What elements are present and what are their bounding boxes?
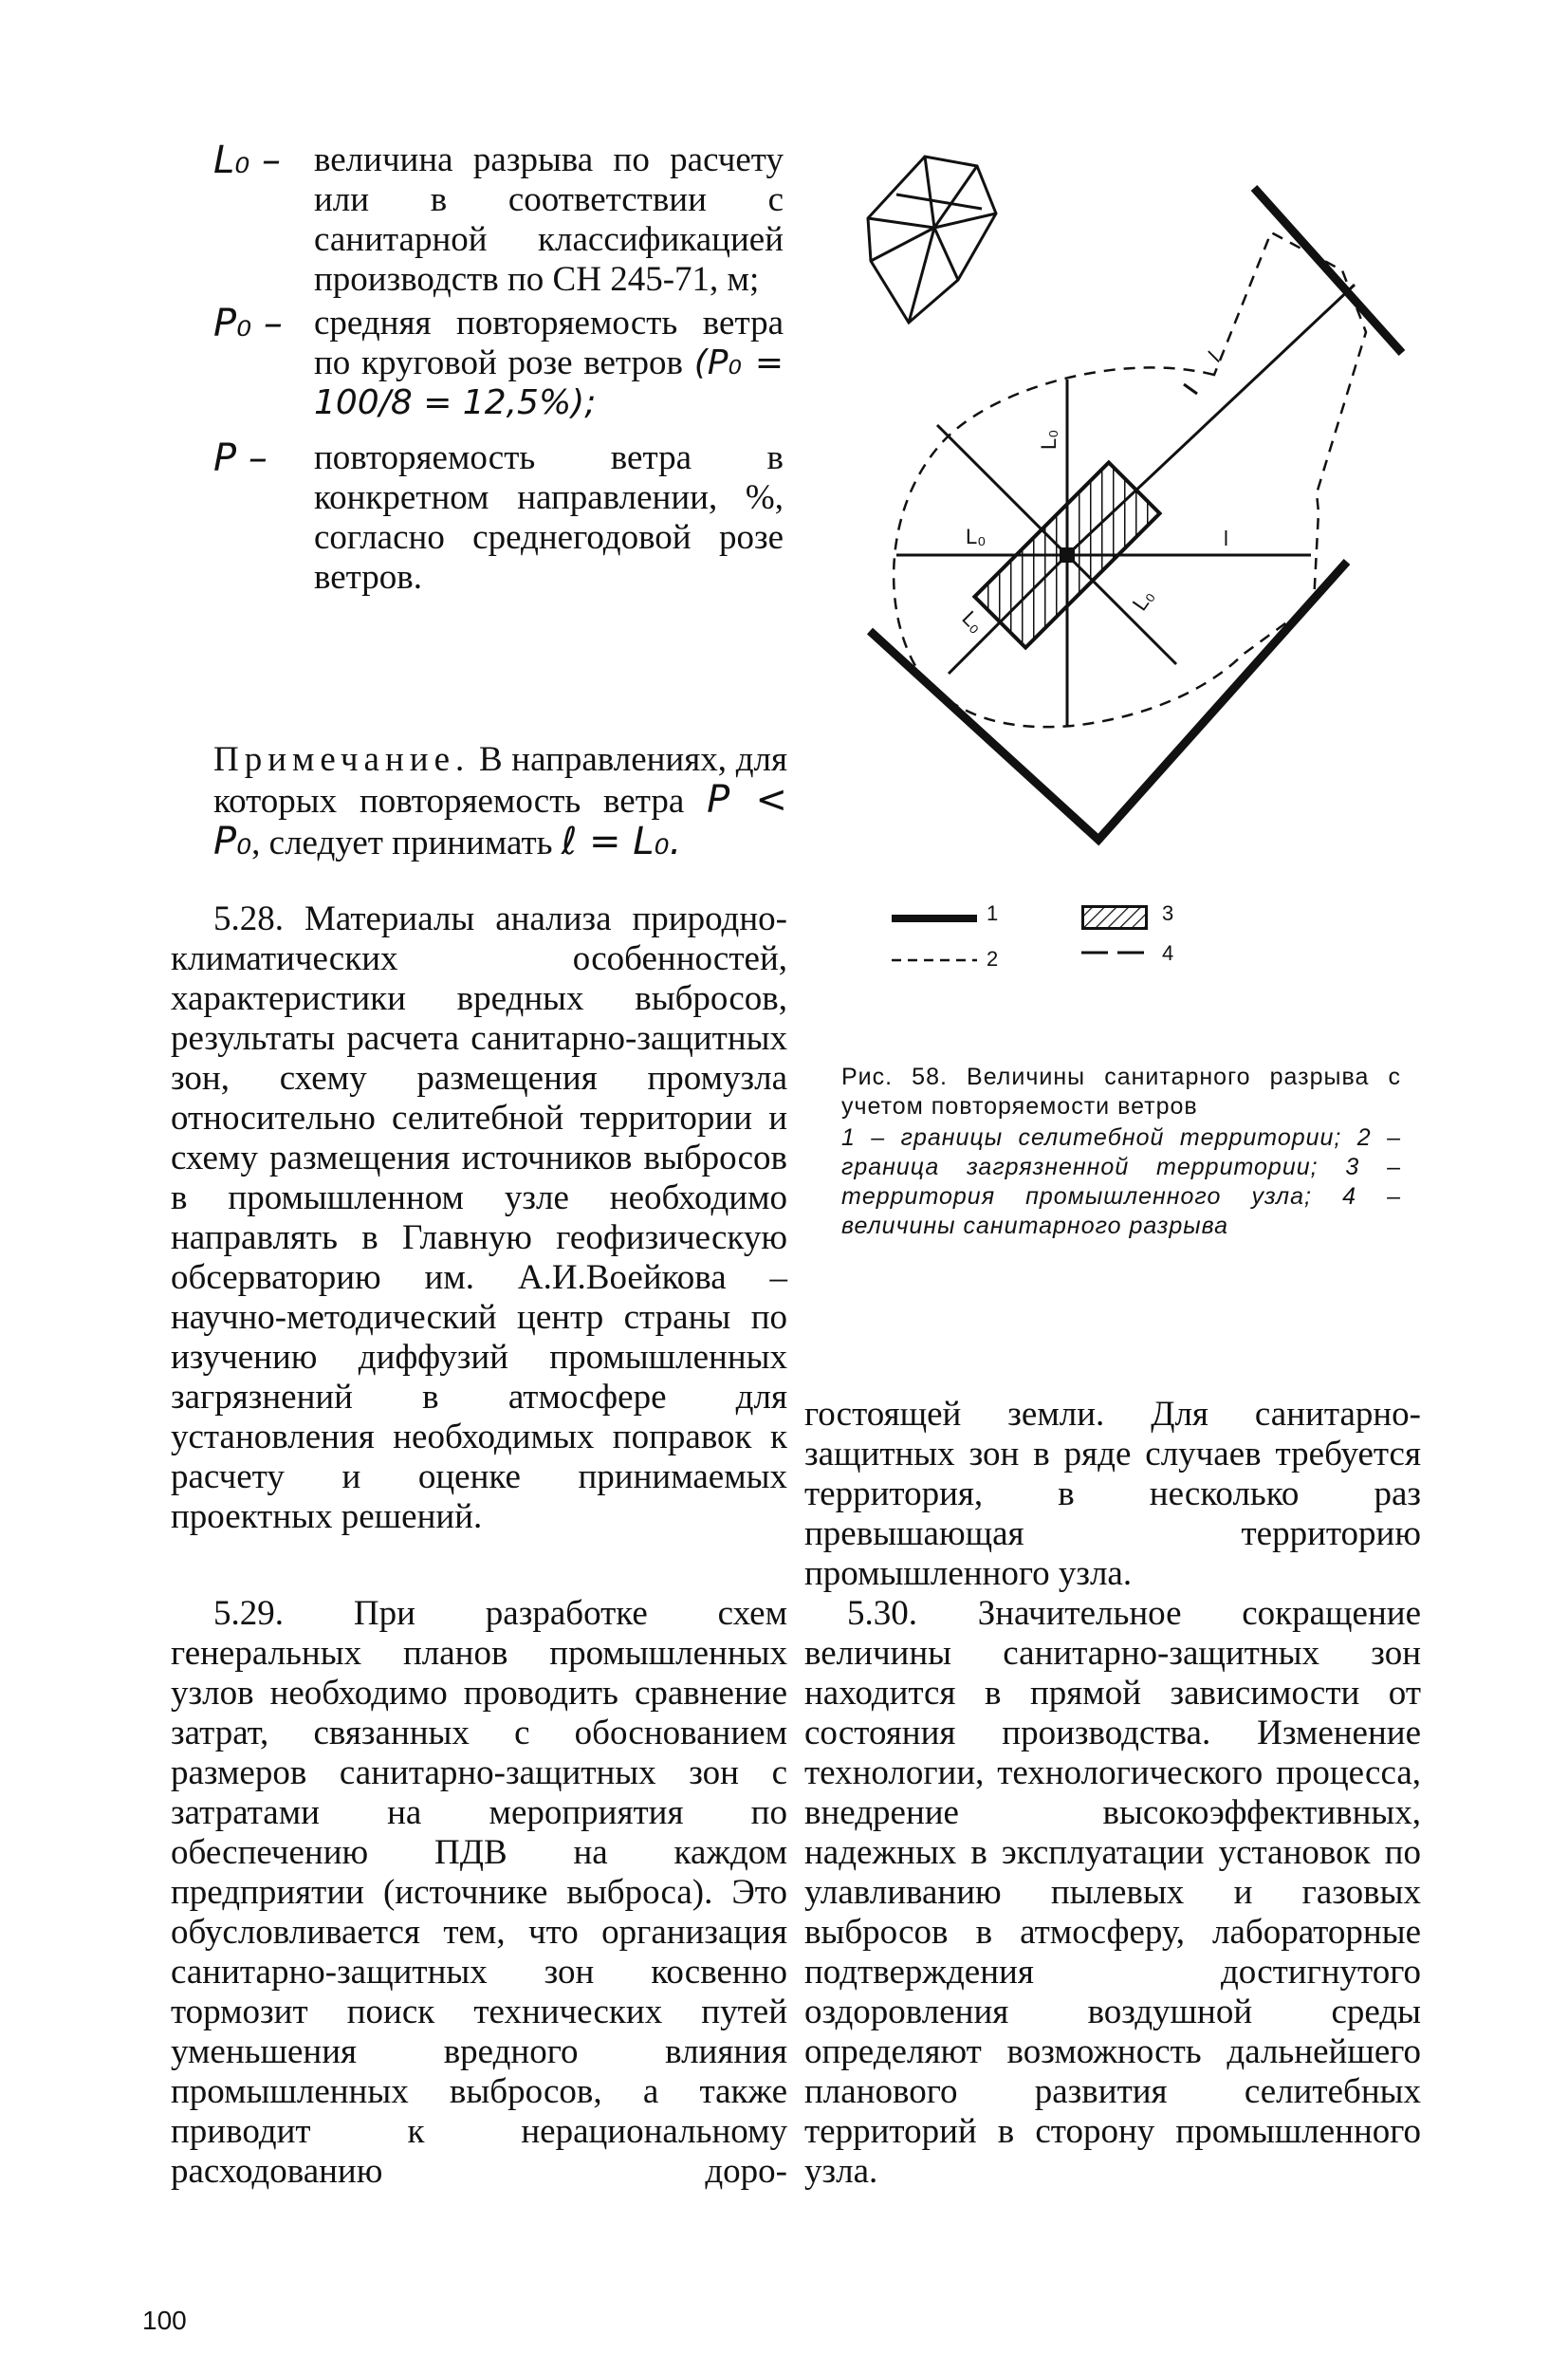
paragraph-5-29 xyxy=(171,1594,787,2192)
label-lo-left: L₀ xyxy=(966,525,987,548)
label-l-right: l xyxy=(1224,527,1228,550)
wind-rose-ray xyxy=(896,195,982,209)
sanitary-gap-diagram xyxy=(844,142,1432,863)
note-text-after: , следует принимать xyxy=(251,824,553,862)
definition-text xyxy=(314,304,784,423)
note-label: Примечание. xyxy=(213,740,470,779)
page-number: 100 xyxy=(142,2306,187,2335)
paragraph-text: Материалы анализа природно-климатических особенностей, характеристики вредных выбросов, результаты расчета санитарно-защитных зон, схему размещения промузла относительно селитебной территории и схему размещения источников выбросов в промышленном узле необходимо направлять в Главную геофизическую обсерваторию им. А.И.Воейкова – научно-методический центр страны по изучению диффузий промышленных загрязнений в атмосфере для установления необходимых поправок к расчету и оценке принимаемых проектных решений. xyxy=(171,899,787,1536)
definition-text-part: средняя повторяемость ветра по круговой розе ветров xyxy=(314,304,784,382)
residential-boundary-bottom xyxy=(870,562,1347,840)
caption-title: Рис. 58. Величины санитарного разрыва с учетом повторяемости ветров xyxy=(841,1064,1401,1120)
paragraph-5-29-continued: гостоящей земли. Для санитарно-защитных зон в ряде случаев требуется территория, в несколько раз превышающая территорию промышленного узла. xyxy=(804,1395,1421,1593)
note-inequality: P < P₀ xyxy=(213,778,787,863)
definition-p xyxy=(213,438,787,598)
wind-rose-ray xyxy=(934,228,958,280)
legend-swatch-hatched xyxy=(1081,905,1148,930)
paragraph-number: 5.30. xyxy=(847,1594,917,1633)
paragraph-5-28 xyxy=(171,899,787,1537)
legend-num: 3 xyxy=(1162,901,1174,925)
legend-num: 2 xyxy=(987,947,999,971)
figure-legend xyxy=(892,901,1233,977)
definitions-list xyxy=(213,140,787,598)
gap-tick xyxy=(1184,384,1197,394)
definition-symbol: P₀ – xyxy=(213,302,283,345)
legend-num: 1 xyxy=(987,901,999,925)
paragraph-5-30 xyxy=(804,1594,1421,2192)
emission-source xyxy=(1060,547,1075,563)
definition-text: повторяемость ветра в конкретном направлении, %, согласно среднегодовой розе ветров. xyxy=(314,438,784,597)
legend-num: 4 xyxy=(1162,941,1174,965)
paragraph-text: При разработке схем генеральных планов промышленных узлов необходимо проводить сравнение затрат, связанных с обоснованием размеров санитарно-защитных зон с затратами на мероприятия по обеспечению ПДВ на каждом предприятии (источнике выброса). Это обусловливается тем, что организация санитарно-защитных зон косвенно тормозит поиск технических путей уменьшения вредного влияния промышленных выбросов, а также приводит к нерациональному расходованию доро- xyxy=(171,1594,787,2191)
label-l-diagonal: l xyxy=(1204,346,1225,367)
label-lo-top: L₀ xyxy=(1037,429,1061,450)
polluted-territory-boundary xyxy=(894,232,1366,727)
paragraph-number: 5.29. xyxy=(213,1594,284,1633)
legend-swatch-solid xyxy=(892,913,977,924)
definition-text: величина разрыва по расчету или в соответствии с санитарной классификацией производств по СН 245-71, м; xyxy=(314,140,784,299)
wind-rose-ray xyxy=(871,228,934,261)
definition-po xyxy=(213,304,787,423)
note-equation: ℓ = L₀. xyxy=(561,820,682,863)
label-lo-lowright: L₀ xyxy=(1127,584,1159,616)
figure-caption xyxy=(841,1063,1401,1241)
legend-swatch-long-dash xyxy=(1081,949,1148,956)
definition-lo xyxy=(213,140,787,300)
label-lo-lowleft: L₀ xyxy=(957,605,989,638)
wind-rose-ray xyxy=(868,218,934,228)
legend-swatch-dashed xyxy=(892,956,977,964)
definition-symbol: L₀ – xyxy=(213,139,282,182)
wind-rose-ray xyxy=(925,157,934,228)
definition-symbol: P – xyxy=(213,436,267,480)
paragraph-text: Значительное сокращение величины санитарно-защитных зон находится в прямой зависимости от состояния производства. Изменение технологии, технологического процесса, внедрение высокоэффективных, надежных в эксплуатации установок по улавливанию пылевых и газовых выбросов в атмосферу, лабораторные подтверждения достигнутого оздоровления воздушной среды определяют возможность дальнейшего планового развития селитебных территорий в сторону промышленного узла. xyxy=(804,1594,1421,2191)
residential-boundary-top xyxy=(1254,188,1402,353)
note-paragraph xyxy=(213,740,787,863)
po-formula: (P₀ = 100/8 = 12,5%); xyxy=(314,343,784,422)
paragraph-number: 5.28. xyxy=(213,899,284,938)
wind-rose-inset xyxy=(868,157,996,323)
note-text: В направлениях, для которых повторяемость ветра xyxy=(213,740,787,821)
caption-body: 1 – границы селитебной территории; 2 – граница загрязненной территории; 3 – территория промышленного узла; 4 – величины санитарного разрыва xyxy=(841,1124,1401,1239)
wind-rose-ray xyxy=(909,228,934,323)
